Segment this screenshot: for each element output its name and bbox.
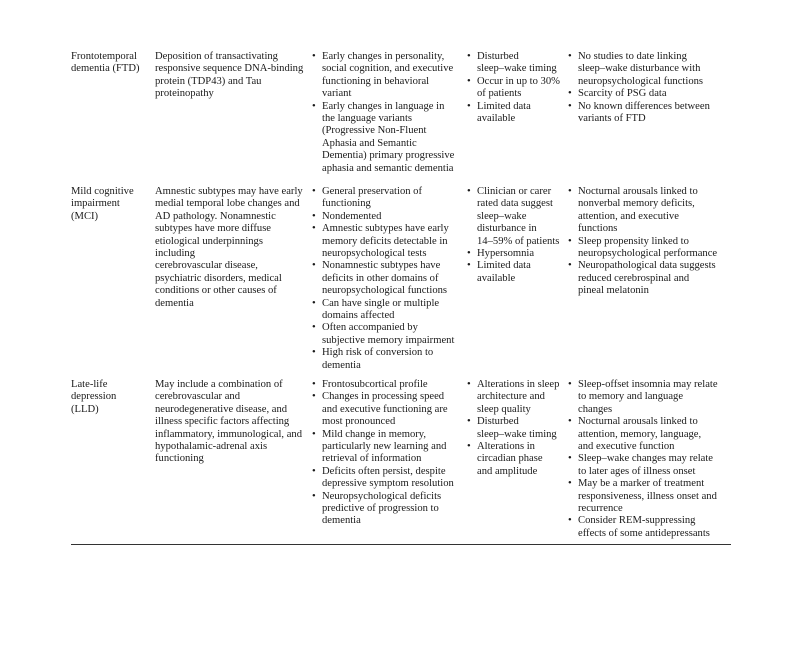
bullet-item: [567, 379, 735, 416]
features-cell: [311, 379, 459, 528]
text-line: the language variants: [322, 113, 413, 125]
text-line: • Deficits often persist, despite: [322, 465, 446, 477]
features-list: [311, 379, 459, 528]
text-line: attention, and executive: [578, 210, 679, 222]
text-line: disturbance in: [477, 223, 537, 235]
bullet-item: [311, 429, 459, 466]
text-line: rated data suggest: [477, 198, 553, 210]
condition-cell: [71, 51, 153, 76]
text-line: May include a combination of: [155, 379, 283, 390]
bullet-item: [567, 453, 735, 478]
text-line: • Nocturnal arousals linked to: [578, 186, 698, 197]
notes-cell: [567, 379, 735, 540]
bullet-item: [466, 416, 564, 441]
text-line: (LLD): [71, 403, 99, 415]
text-line: variants of FTD: [578, 113, 646, 125]
text-line: and executive functioning are: [322, 403, 448, 415]
features-cell: [311, 51, 459, 175]
text-line: memory deficits detectable in: [322, 235, 448, 247]
bullet-item: [311, 491, 459, 528]
text-line: to later ages of illness onset: [578, 465, 696, 477]
text-line: • Disturbed: [477, 416, 519, 428]
text-line: sleep–wake timing: [477, 63, 557, 75]
text-line: (Progressive Non-Fluent: [322, 125, 427, 137]
text-line: • Often accompanied by: [322, 322, 418, 334]
bullet-item: [567, 88, 735, 100]
text-line: • Sleep propensity linked to: [578, 235, 689, 247]
pathology-cell: [155, 51, 305, 101]
notes-list: [567, 186, 735, 298]
text-line: cerebrovascular and: [155, 391, 240, 403]
text-line: nonverbal memory deficits,: [578, 198, 695, 210]
text-line: sleep quality: [477, 403, 531, 415]
text-line: and executive function: [578, 441, 675, 453]
text-line: hypothalamic-adrenal axis: [155, 441, 268, 453]
text-line: subjective memory impairment: [322, 334, 455, 346]
text-line: psychiatric disorders, medical: [155, 272, 282, 284]
bullet-item: [311, 379, 459, 391]
text-line: deficits in other domains of: [322, 272, 439, 284]
text-line: changes: [578, 403, 613, 415]
text-line: • Changes in processing speed: [322, 391, 445, 403]
text-line: • Limited data: [477, 100, 531, 112]
sleep-cell: [466, 186, 564, 285]
bullet-item: [311, 223, 459, 260]
sleep-cell: [466, 51, 564, 125]
pathology-cell: [155, 186, 305, 310]
text-line: functioning: [322, 198, 371, 210]
text-line: architecture and: [477, 391, 545, 403]
text-line: functioning in behavioral: [322, 75, 430, 87]
text-line: available: [477, 113, 516, 125]
text-line: particularly new learning and: [322, 441, 447, 453]
text-line: • Scarcity of PSG data: [578, 88, 667, 100]
condition-cell: [71, 186, 153, 223]
text-line: • Amnestic subtypes have early: [322, 223, 449, 235]
text-line: dementia (FTD): [71, 63, 140, 75]
bullet-item: [567, 260, 735, 297]
text-line: • Sleep–wake changes may relate: [578, 453, 714, 465]
bullet-item: [466, 248, 564, 260]
features-list: [311, 186, 459, 372]
text-line: Amnestic subtypes may have early: [155, 186, 303, 197]
condition-cell: [71, 379, 153, 416]
bullet-item: [466, 379, 564, 416]
text-line: of patients: [477, 88, 522, 100]
text-line: • High risk of conversion to: [322, 347, 434, 359]
text-line: • Sleep-offset insomnia may relate: [578, 379, 718, 390]
text-line: sleep–wake: [477, 210, 527, 222]
text-line: illness specific factors affecting: [155, 416, 290, 428]
text-line: dementia: [322, 515, 361, 527]
text-line: responsiveness, illness onset and: [578, 490, 717, 502]
text-line: Late-life: [71, 379, 108, 390]
text-line: • Nocturnal arousals linked to: [578, 416, 698, 428]
bullet-item: [567, 186, 735, 236]
sleep-list: [466, 186, 564, 285]
text-line: conditions or other causes of: [155, 285, 277, 297]
text-line: variant: [322, 88, 352, 100]
text-line: predictive of progression to: [322, 503, 439, 515]
text-line: dementia: [322, 359, 361, 371]
bullet-item: [311, 51, 459, 101]
sleep-list: [466, 379, 564, 478]
text-line: etiological underpinnings including: [155, 235, 263, 260]
bullet-item: [567, 51, 735, 88]
text-line: • Occur in up to 30%: [477, 75, 560, 87]
text-line: (MCI): [71, 210, 99, 222]
text-line: • No studies to date linking: [578, 51, 687, 62]
text-line: • Mild change in memory,: [322, 428, 427, 440]
text-line: neurodegenerative disease, and: [155, 403, 288, 415]
features-list: [311, 51, 459, 175]
notes-cell: [567, 51, 735, 125]
bullet-item: [311, 391, 459, 428]
bullet-item: [567, 236, 735, 261]
text-line: • Can have single or multiple: [322, 297, 440, 309]
text-line: retrieval of information: [322, 453, 422, 465]
text-line: • Frontosubcortical profile: [322, 379, 428, 390]
text-line: • Disturbed: [477, 51, 519, 62]
bullet-item: [466, 76, 564, 101]
text-line: effects of some antidepressants: [578, 527, 710, 539]
text-line: responsive sequence DNA-binding: [155, 63, 304, 75]
text-line: • Neuropsychological deficits: [322, 490, 442, 502]
text-line: • Nonamnestic subtypes have: [322, 260, 441, 272]
text-line: and amplitude: [477, 465, 538, 477]
text-line: • Alterations in: [477, 441, 535, 453]
text-line: Frontotemporal: [71, 51, 137, 62]
text-line: sleep–wake disturbance with: [578, 63, 701, 75]
bullet-item: [311, 298, 459, 323]
bullet-item: [311, 347, 459, 372]
text-line: depressive symptom resolution: [322, 478, 454, 490]
bullet-item: [311, 101, 459, 175]
bullet-item: [311, 322, 459, 347]
bullet-item: [567, 478, 735, 515]
text-line: 14–59% of patients: [477, 235, 560, 247]
text-line: aphasia and semantic dementia: [322, 162, 454, 174]
bullet-item: [466, 51, 564, 76]
table-bottom-rule: [71, 544, 731, 545]
sleep-list: [466, 51, 564, 125]
text-line: neuropsychological functions: [578, 75, 704, 87]
bullet-item: [311, 466, 459, 491]
text-line: • No known differences between: [578, 100, 710, 112]
text-line: impairment: [71, 198, 120, 210]
text-line: • Consider REM-suppressing: [578, 515, 696, 527]
text-line: • Alterations in sleep: [477, 379, 560, 390]
text-line: attention, memory, language,: [578, 428, 702, 440]
text-line: Aphasia and Semantic: [322, 137, 417, 149]
notes-cell: [567, 186, 735, 298]
text-line: cerebrovascular disease,: [155, 260, 258, 272]
bullet-item: [466, 441, 564, 478]
notes-list: [567, 51, 735, 125]
bullet-item: [311, 260, 459, 297]
text-line: functioning: [155, 453, 204, 465]
bullet-item: [567, 416, 735, 453]
text-line: functions: [578, 223, 618, 235]
bullet-item: [567, 101, 735, 126]
text-line: • Nondemented: [322, 210, 382, 222]
text-line: reduced cerebrospinal and: [578, 272, 690, 284]
text-line: proteinopathy: [155, 88, 214, 100]
text-line: • Hypersomnia: [477, 248, 535, 260]
pathology-cell: [155, 379, 305, 466]
bullet-item: [466, 186, 564, 248]
text-line: Mild cognitive: [71, 186, 134, 197]
text-line: Dementia) primary progressive: [322, 150, 455, 162]
text-line: AD pathology. Nonamnestic: [155, 210, 276, 222]
bullet-item: [311, 186, 459, 211]
bullet-item: [567, 515, 735, 540]
notes-list: [567, 379, 735, 540]
text-line: subtypes have more diffuse: [155, 223, 272, 235]
text-line: sleep–wake timing: [477, 428, 557, 440]
text-line: • May be a marker of treatment: [578, 478, 705, 490]
text-line: depression: [71, 391, 117, 403]
text-line: neuropsychological performance: [578, 248, 718, 260]
text-line: • General preservation of: [322, 186, 423, 197]
text-line: protein (TDP43) and Tau: [155, 75, 262, 87]
text-line: Deposition of transactivating: [155, 51, 278, 62]
features-cell: [311, 186, 459, 372]
text-line: pineal melatonin: [578, 285, 649, 297]
text-line: dementia: [155, 297, 194, 309]
text-line: to memory and language: [578, 391, 684, 403]
text-line: • Clinician or carer: [477, 186, 552, 197]
text-line: circadian phase: [477, 453, 543, 465]
text-line: available: [477, 272, 516, 284]
text-line: • Limited data: [477, 260, 531, 272]
text-line: inflammatory, immunological, and: [155, 428, 303, 440]
text-line: medial temporal lobe changes and: [155, 198, 300, 210]
text-line: • Neuropathological data suggests: [578, 260, 716, 272]
bullet-item: [466, 260, 564, 285]
sleep-cell: [466, 379, 564, 478]
text-line: • Early changes in language in: [322, 100, 445, 112]
text-line: neuropsychological tests: [322, 248, 427, 260]
text-line: domains affected: [322, 310, 395, 322]
text-line: • Early changes in personality,: [322, 51, 445, 62]
text-line: recurrence: [578, 503, 623, 515]
bullet-item: [466, 101, 564, 126]
text-line: most pronounced: [322, 416, 396, 428]
bullet-item: [311, 211, 459, 223]
text-line: social cognition, and executive: [322, 63, 454, 75]
text-line: neuropsychological functions: [322, 285, 448, 297]
